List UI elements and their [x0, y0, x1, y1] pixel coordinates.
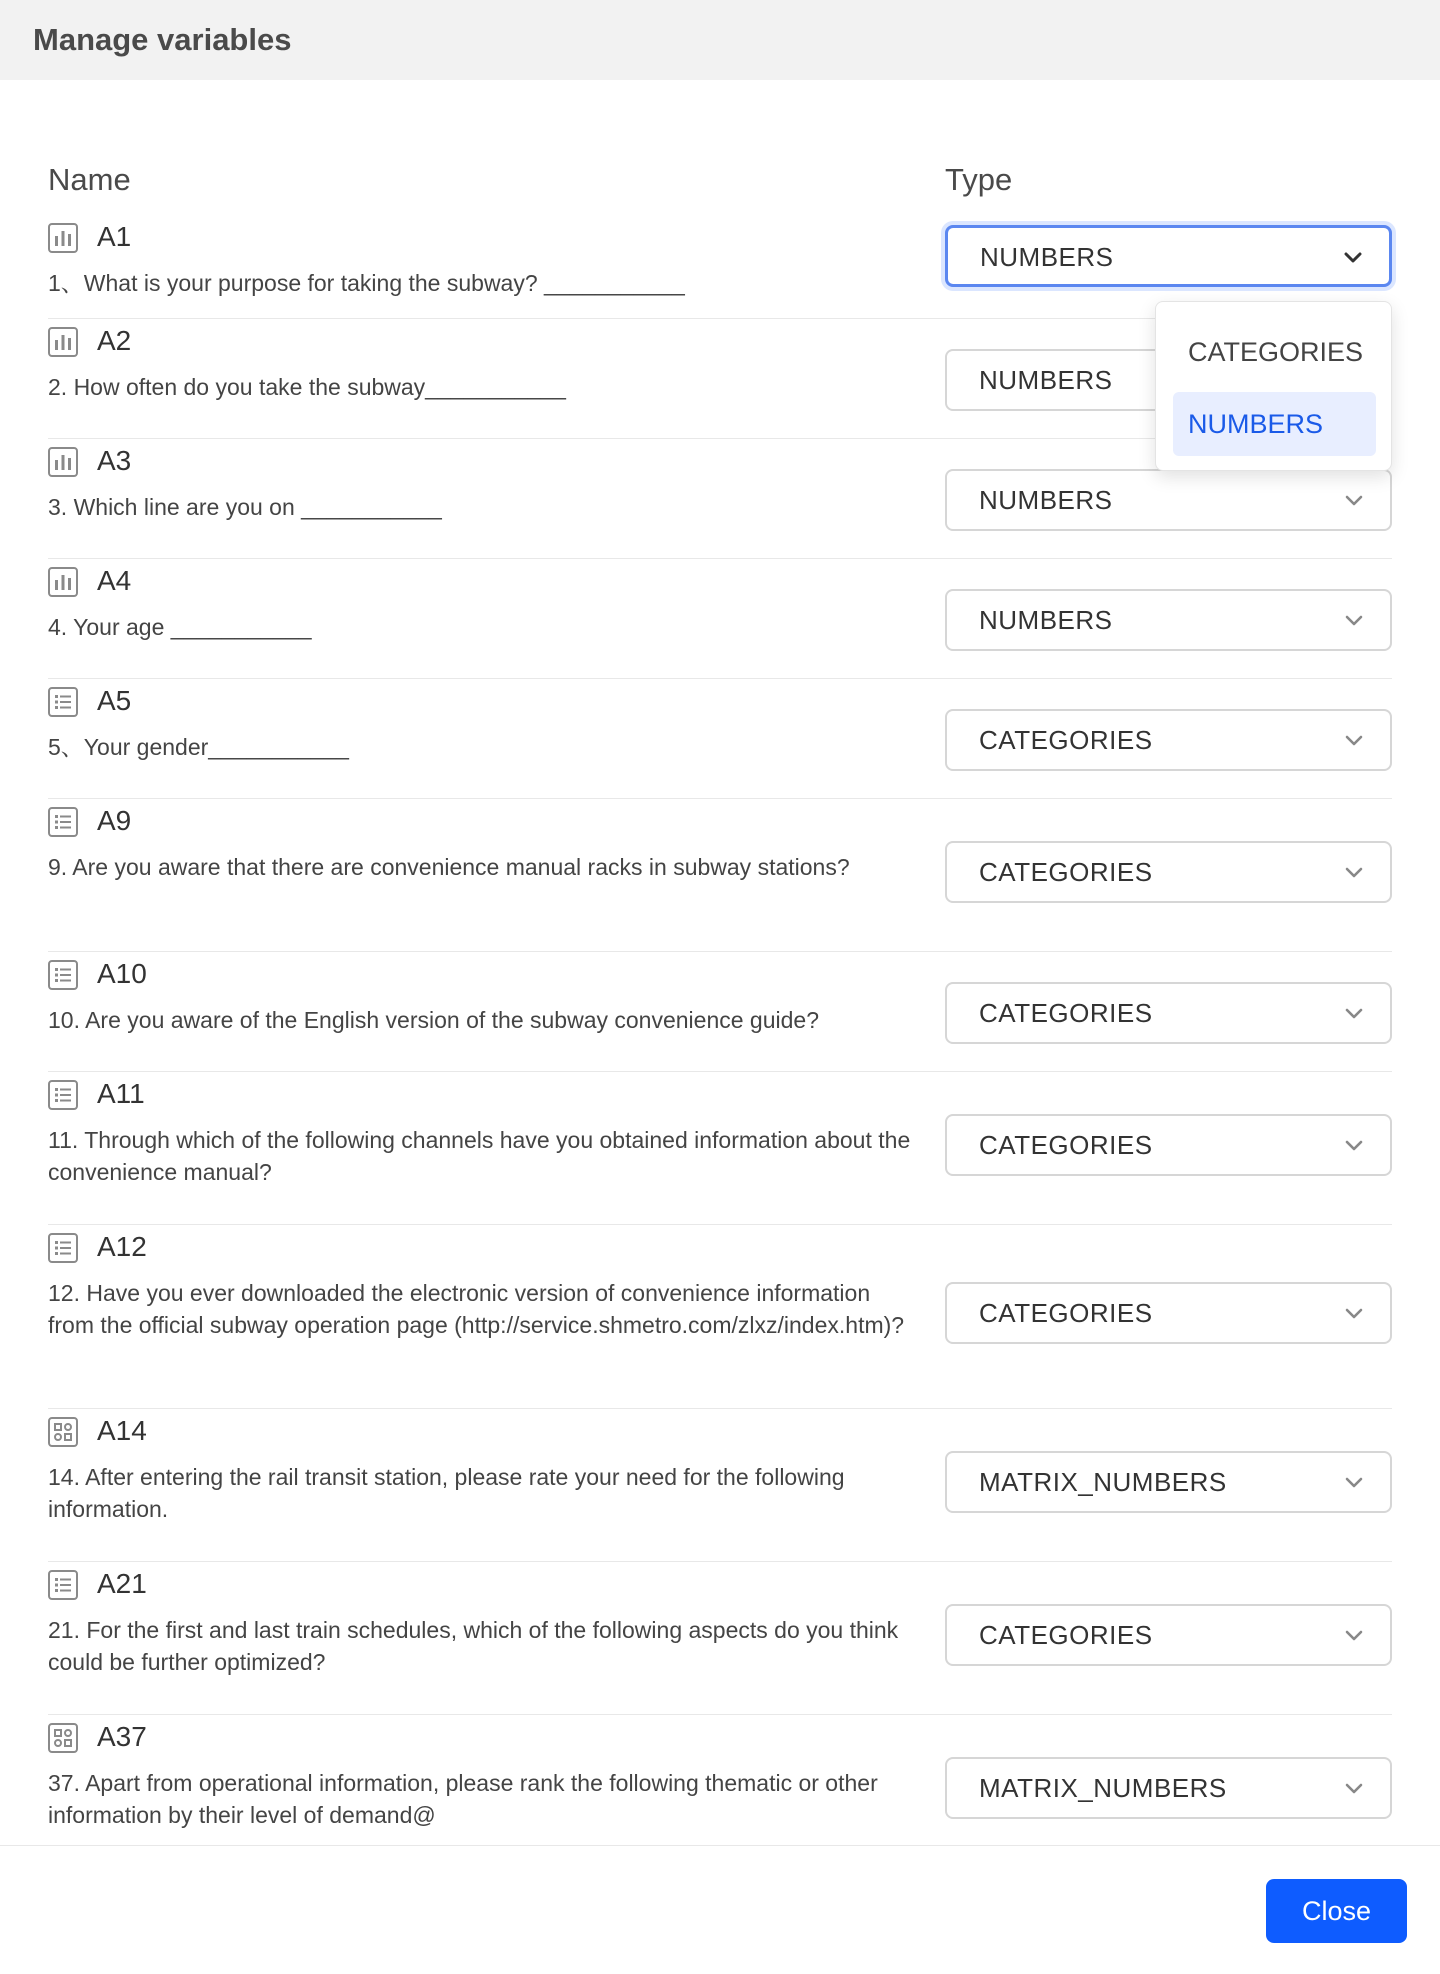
list-icon [48, 960, 78, 990]
variable-id: A1 [97, 221, 132, 252]
type-select-value: CATEGORIES [979, 1620, 1153, 1650]
type-dropdown-menu [1155, 301, 1392, 471]
type-select[interactable] [945, 1114, 1392, 1176]
chevron-down-icon [1342, 1134, 1366, 1158]
type-select[interactable] [945, 589, 1392, 651]
dropdown-option-categories[interactable]: CATEGORIES [1188, 337, 1364, 367]
variable-question: 4. Your age ___________ [48, 614, 312, 640]
list-icon [48, 687, 78, 717]
type-select[interactable] [945, 1757, 1392, 1819]
type-select-value: NUMBERS [980, 242, 1114, 272]
list-icon [48, 807, 78, 837]
name-column-header: Name [48, 162, 131, 197]
type-select-value: CATEGORIES [979, 725, 1153, 755]
type-select[interactable] [945, 1604, 1392, 1666]
chevron-down-icon [1342, 1002, 1366, 1026]
variable-question: 21. For the first and last train schedules, which of the following aspects do you think could be further optimized? [48, 1617, 899, 1675]
variable-id: A12 [97, 1231, 147, 1262]
bar-chart-icon [48, 223, 78, 253]
variable-id: A5 [97, 685, 132, 716]
list-icon [48, 1080, 78, 1110]
chevron-down-icon [1342, 1624, 1366, 1648]
variable-question: 37. Apart from operational information, please rank the following thematic or other information by their level of demand@ [48, 1770, 878, 1828]
chevron-down-icon [1342, 489, 1366, 513]
chevron-down-icon [1342, 1777, 1366, 1801]
variable-question: 9. Are you aware that there are convenience manual racks in subway stations? [48, 854, 850, 880]
type-select-value: NUMBERS [979, 365, 1113, 395]
type-select-value: CATEGORIES [979, 1130, 1153, 1160]
variable-row [48, 559, 1392, 679]
chevron-down-icon [1342, 1302, 1366, 1326]
chevron-down-icon [1341, 246, 1365, 270]
bar-chart-icon [48, 447, 78, 477]
type-select[interactable] [945, 1282, 1392, 1344]
type-select[interactable] [945, 1451, 1392, 1513]
variable-id: A14 [97, 1415, 147, 1446]
variable-id: A10 [97, 958, 147, 989]
variable-row [48, 952, 1392, 1072]
variable-id: A9 [97, 805, 132, 836]
type-select[interactable] [945, 982, 1392, 1044]
list-icon [48, 1570, 78, 1600]
type-select-value: MATRIX_NUMBERS [979, 1467, 1227, 1497]
type-select-value: CATEGORIES [979, 1298, 1153, 1328]
variable-row [48, 1409, 1392, 1562]
type-select-value: MATRIX_NUMBERS [979, 1773, 1227, 1803]
matrix-icon [48, 1417, 78, 1447]
type-select-value: CATEGORIES [979, 857, 1153, 887]
variable-row [48, 799, 1392, 952]
variable-question: 12. Have you ever downloaded the electronic version of convenience information from the official subway operation page (http://service.shmetro.com/zlxz/index.htm)? [48, 1280, 905, 1338]
variable-id: A4 [97, 565, 132, 596]
variable-id: A2 [97, 325, 132, 356]
variable-question: 5、Your gender___________ [48, 734, 349, 760]
type-column-header: Type [945, 162, 1013, 197]
chevron-down-icon [1342, 609, 1366, 633]
variable-question: 14. After entering the rail transit station, please rate your need for the following information. [48, 1464, 845, 1522]
variable-question: 3. Which line are you on ___________ [48, 494, 442, 520]
variable-row [48, 1562, 1392, 1715]
chevron-down-icon [1342, 729, 1366, 753]
list-icon [48, 1233, 78, 1263]
dialog-title: Manage variables [33, 22, 292, 57]
variable-row [48, 1072, 1392, 1225]
type-select-value: CATEGORIES [979, 998, 1153, 1028]
variable-id: A3 [97, 445, 132, 476]
chevron-down-icon [1342, 861, 1366, 885]
bar-chart-icon [48, 327, 78, 357]
chevron-down-icon [1342, 1471, 1366, 1495]
type-select-value: NUMBERS [979, 485, 1113, 515]
variable-row [48, 1715, 1392, 1845]
variable-question: 11. Through which of the following channels have you obtained information about the convenience manual? [48, 1127, 911, 1185]
variable-id: A37 [97, 1721, 147, 1752]
matrix-icon [48, 1723, 78, 1753]
close-button[interactable]: Close [1266, 1879, 1407, 1943]
type-select-value: NUMBERS [979, 605, 1113, 635]
dialog-header [0, 0, 1440, 80]
variable-question: 1、What is your purpose for taking the subway? ___________ [48, 270, 685, 296]
variable-id: A21 [97, 1568, 147, 1599]
bar-chart-icon [48, 567, 78, 597]
type-select[interactable] [945, 225, 1392, 287]
variable-id: A11 [97, 1078, 145, 1109]
variable-row [48, 679, 1392, 799]
dialog-footer [0, 1845, 1440, 1974]
type-select[interactable] [945, 709, 1392, 771]
variable-row [48, 1225, 1392, 1409]
variable-question: 2. How often do you take the subway___________ [48, 374, 566, 400]
dropdown-option-numbers[interactable]: NUMBERS [1173, 392, 1376, 456]
variable-question: 10. Are you aware of the English version of the subway convenience guide? [48, 1007, 819, 1033]
type-select[interactable] [945, 841, 1392, 903]
type-select[interactable] [945, 469, 1392, 531]
